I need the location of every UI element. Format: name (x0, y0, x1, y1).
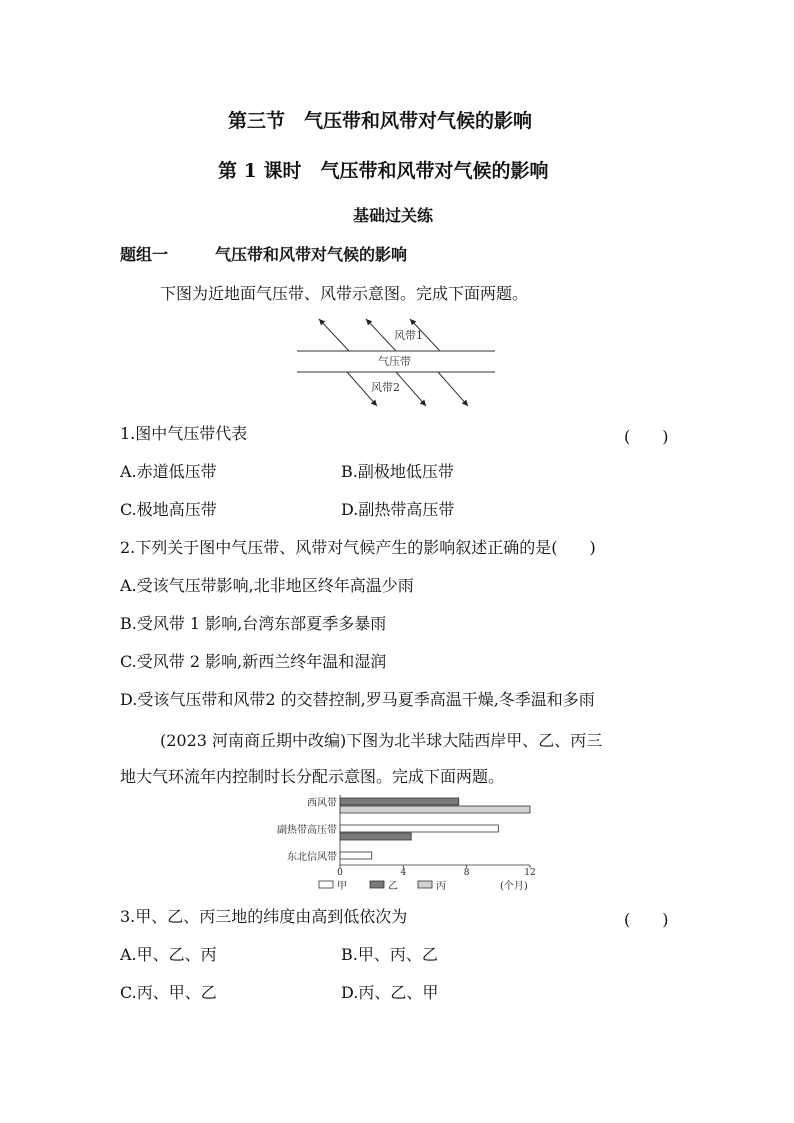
wind-arrow (366, 319, 396, 351)
legend-swatch-甲 (319, 881, 333, 888)
q2-option-b[interactable]: B.受风带 1 影响,台湾东部夏季多暴雨 (120, 614, 387, 633)
q1-option-c[interactable]: C.极地高压带 (120, 500, 217, 519)
pressure-wind-belt-diagram (292, 314, 502, 414)
wind-belt-1-label: 风带1 (394, 329, 423, 342)
lesson-title: 第 1 课时 气压带和风带对气候的影响 (218, 160, 549, 182)
bar-乙 (340, 833, 411, 840)
q2-option-a[interactable]: A.受该气压带影响,北非地区终年高温少雨 (120, 576, 414, 595)
pressure-belt-label: 气压带 (378, 355, 411, 368)
legend-label: 甲 (337, 881, 347, 892)
category-label: 副热带高压带 (277, 825, 337, 836)
category-label: 西风带 (307, 798, 337, 809)
group-title: 气压带和风带对气候的影响 (215, 245, 408, 264)
tick-label: 0 (337, 868, 343, 878)
wind-belt-2-label: 风带2 (371, 381, 400, 394)
tick-label: 8 (463, 868, 470, 878)
q3-option-d[interactable]: D.丙、乙、甲 (341, 983, 439, 1002)
wind-arrow (438, 372, 468, 406)
tick-label: 4 (400, 868, 407, 878)
bar-丙 (340, 806, 530, 813)
practice-label: 基础过关练 (353, 206, 434, 225)
q1-stem: 1.图中气压带代表 (120, 424, 248, 443)
section-title: 第三节 气压带和风带对气候的影响 (228, 110, 533, 132)
category-label: 东北信风带 (287, 852, 337, 863)
q3-answer-bracket[interactable]: ( ) (624, 910, 669, 929)
legend-label: 丙 (436, 881, 446, 892)
q2-option-d[interactable]: D.受该气压带和风带2 的交替控制,罗马夏季高温干燥,冬季温和多雨 (120, 690, 595, 709)
x-unit-label: (个月) (500, 881, 528, 892)
q3-option-c[interactable]: C.丙、甲、乙 (120, 983, 217, 1002)
q1-option-b[interactable]: B.副极地低压带 (341, 462, 454, 481)
group-label: 题组一 (120, 245, 169, 264)
q3-stem: 3.甲、乙、丙三地的纬度由高到低依次为 (120, 907, 408, 926)
q1-option-a[interactable]: A.赤道低压带 (120, 462, 217, 481)
wind-arrow (319, 319, 349, 351)
q3-option-b[interactable]: B.甲、丙、乙 (341, 945, 438, 964)
circulation-duration-chart (255, 793, 555, 893)
tick-label: 12 (524, 868, 536, 878)
bar-甲 (340, 825, 498, 832)
q1-option-d[interactable]: D.副热带高压带 (341, 500, 455, 519)
q1-answer-bracket[interactable]: ( ) (624, 427, 669, 446)
q2-stem: 2.下列关于图中气压带、风带对气候产生的影响叙述正确的是( ) (120, 538, 596, 557)
bar-乙 (340, 798, 459, 805)
intro-text-2-line1: (2023 河南商丘期中改编)下图为北半球大陆西岸甲、乙、丙三 (160, 731, 603, 750)
intro-text-2-line2: 地大气环流年内控制时长分配示意图。完成下面两题。 (120, 767, 505, 786)
intro-text-1: 下图为近地面气压带、风带示意图。完成下面两题。 (160, 284, 529, 303)
bar-甲 (340, 852, 372, 859)
q2-option-c[interactable]: C.受风带 2 影响,新西兰终年温和湿润 (120, 652, 387, 671)
legend-swatch-丙 (418, 881, 432, 888)
legend-swatch-乙 (370, 881, 384, 888)
legend-label: 乙 (388, 881, 398, 892)
wind-arrow (396, 372, 426, 406)
q3-option-a[interactable]: A.甲、乙、丙 (120, 945, 217, 964)
